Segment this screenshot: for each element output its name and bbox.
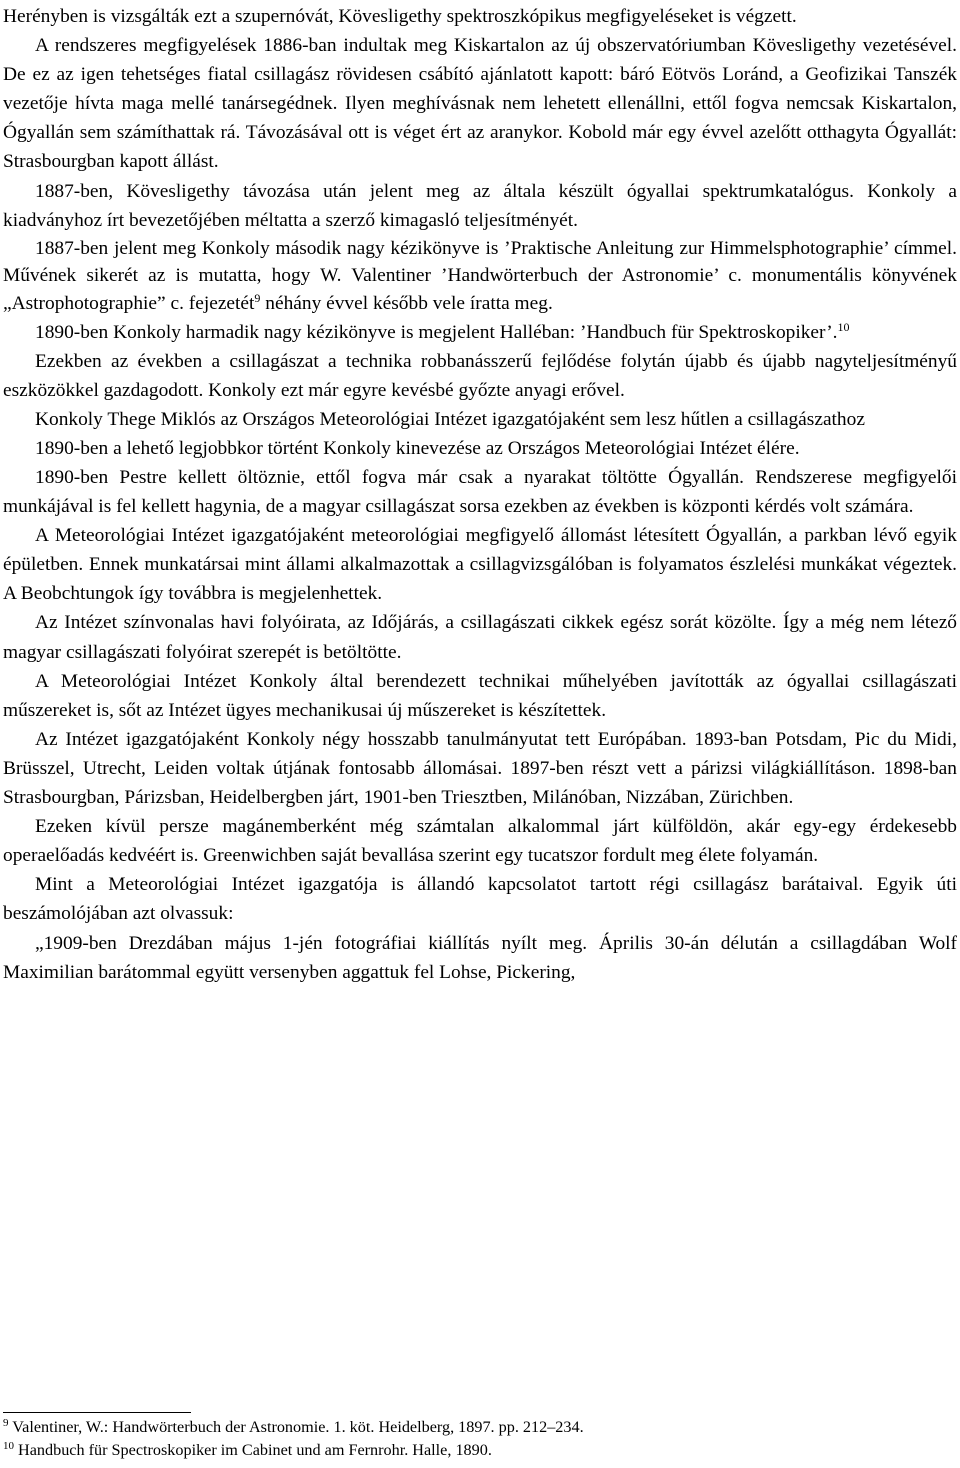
footnote-number: 10	[3, 1439, 14, 1452]
footnote-divider	[3, 1412, 191, 1413]
paragraph-with-footnote	[3, 235, 957, 318]
footnote	[3, 1439, 957, 1462]
paragraph-text: néhány évvel később vele íratta meg.	[260, 292, 553, 314]
paragraph: 1887-ben, Kövesligethy távozása után jelent meg az általa készült ógyallai spektrumkatalógus. Konkoly a kiadványhoz írt bevezetőjében méltatta a szerző kimagasló teljesítményét.	[3, 180, 957, 231]
footnotes	[3, 1416, 957, 1461]
quotation: „1909-ben Drezdában május 1-jén fotográfiai kiállítás nyílt meg. Április 30-án délután a csillagdában Wolf Maximilian barátommal együtt versenyben aggattuk fel Lohse, Pickering,	[3, 932, 957, 983]
paragraph: Ezeken kívül persze magánemberként még számtalan alkalommal járt külföldön, akár egy-egy érdekesebb operaelőadás kedvéért is. Greenwichben saját bevallása szerint egy tucatszor fordult meg élete folyamán.	[3, 816, 957, 867]
footnote-number: 9	[3, 1417, 9, 1429]
footnote-reference: 10	[837, 319, 850, 334]
paragraph: A rendszeres megfigyelések 1886-ban indultak meg Kiskartalon az új obszervatóriumban Kövesligethy vezetésével. De ez az igen tehetséges fiatal csillagász rövidesen csábító ajánlatott kapott: báró Eötvös Loránd, a Geofizikai Tanszék vezetője hívta maga mellé tanársegédnek. Ilyen meghívásnak nem lehetett ellenállni, ettől fogva nemcsak Kiskartalon, Ógyallán sem számíthattak rá. Távozásával ott is véget ért az aranykor. Kobold már egy évvel azelőtt otthagyta Ógyallát: Strasbourgban kapott állást.	[3, 35, 957, 173]
paragraph-text: 1887-ben jelent meg Konkoly második nagy kézikönyve is ’Praktische Anleitung zur Himmelsphotographie’ címmel. Művének sikerét az is mutatta, hogy W. Valentiner ’Handwörterbuch der Astronomie’ c. monumentális könyvének „Astrophotographie” c. fejezetét	[3, 237, 957, 314]
paragraph: Az Intézet igazgatójaként Konkoly négy hosszabb tanulmányutat tett Európában. 1893-ban Potsdam, Pic du Midi, Brüsszel, Utrecht, Leiden voltak útjának fontosabb állomásai. 1897-ben részt vett a párizsi világkiállításon. 1898-ban Strasbourgban, Párizsban, Heidelbergben járt, 1901-ben Triesztben, Milánóban, Nizzában, Zürichben.	[3, 728, 957, 809]
paragraph: A Meteorológiai Intézet igazgatójaként meteorológiai megfigyelő állomást létesített Ógyallán, a parkban lévő egyik épületben. Ennek munkatársai mint állami alkalmazottak a csillagvizsgálóban is folyamatos észlelési munkákat végeztek. A Beobchtungok így továbbra is megjelenhettek.	[3, 525, 957, 605]
footnote	[3, 1416, 957, 1439]
paragraph: 1890-ben a lehető legjobbkor történt Konkoly kinevezése az Országos Meteorológiai Intézet élére.	[35, 437, 800, 459]
paragraph: A Meteorológiai Intézet Konkoly által berendezett technikai műhelyében javították az ógyallai csillagászati műszereket is, sőt az Intézet ügyes mechanikusai új műszereket is készítettek.	[3, 670, 957, 721]
paragraph: Az Intézet színvonalas havi folyóirata, az Időjárás, a csillagászati cikkek egész sorát közölte. Így a még nem létező magyar csillagászati folyóirat szerepét is betöltötte.	[3, 612, 957, 663]
paragraph-text: 1890-ben Konkoly harmadik nagy kézikönyve is megjelent Halléban: ’Handbuch für Spektroskopiker’.	[35, 321, 838, 343]
paragraph: Herényben is vizsgálták ezt a szupernóvát, Kövesligethy spektroszkópikus megfigyeléseket is végzett.	[3, 6, 797, 27]
footnote-reference: 9	[254, 290, 261, 305]
footnote-text: Valentiner, W.: Handwörterbuch der Astronomie. 1. köt. Heidelberg, 1897. pp. 212–234.	[12, 1418, 584, 1436]
paragraph: Ezekben az években a csillagászat a technika robbanásszerű fejlődése folytán újabb és újabb nagyteljesítményű eszközökkel gazdagodott. Konkoly ezt már egyre kevésbé győzte anyagi erővel.	[3, 350, 957, 401]
paragraph-with-footnote	[3, 318, 957, 347]
section-heading: Konkoly Thege Miklós az Országos Meteorológiai Intézet igazgatójaként sem lesz hűtlen a csillagászathoz	[35, 408, 865, 430]
paragraph: Mint a Meteorológiai Intézet igazgatója is állandó kapcsolatot tartott régi csillagász barátaival. Egyik úti beszámolójában azt olvassuk:	[3, 874, 957, 925]
footnote-text: Handbuch für Spectroskopiker im Cabinet und am Fernrohr. Halle, 1890.	[18, 1440, 492, 1459]
document-page	[3, 2, 957, 987]
paragraph: 1890-ben Pestre kellett öltöznie, ettől fogva már csak a nyarakat töltötte Ógyallán. Rendszerese megfigyelői munkájával is fel kellett hagynia, de a magyar csillagászat sorsa ezekben az években is központi kérdés volt számára.	[3, 467, 957, 518]
